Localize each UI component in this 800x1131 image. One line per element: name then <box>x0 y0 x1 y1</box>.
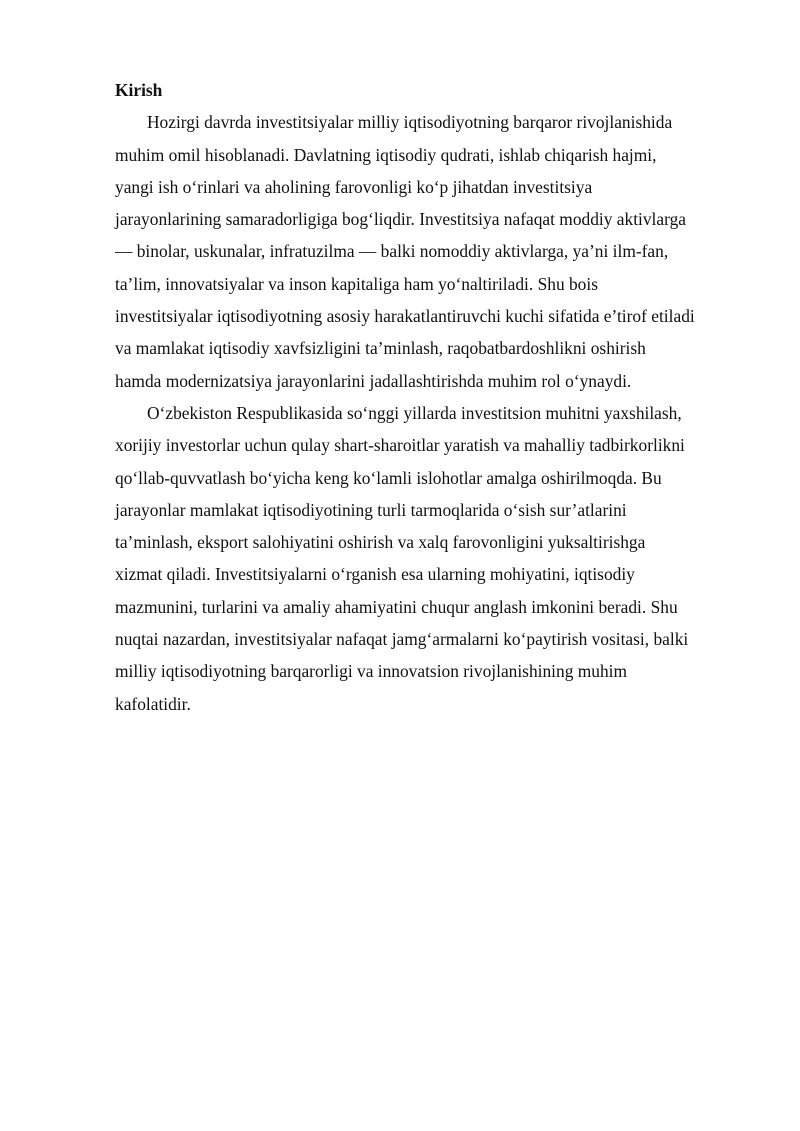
paragraph-2 <box>115 397 747 720</box>
paragraph-line: investitsiyalar iqtisodiyotning asosiy harakatlantiruvchi kuchi sifatida e’tirof etiladi <box>115 306 695 327</box>
paragraph-line: jarayonlar mamlakat iqtisodiyotining turli tarmoqlarida o‘sish sur’atlarini <box>115 499 627 520</box>
paragraph-1 <box>115 106 747 397</box>
paragraph-line: milliy iqtisodiyotning barqarorligi va innovatsion rivojlanishining muhim <box>115 661 628 682</box>
section-heading: Kirish <box>115 80 163 100</box>
paragraph-line: yangi ish o‘rinlari va aholining farovonligi ko‘p jihatdan investitsiya <box>115 176 593 197</box>
paragraph-line: mazmunini, turlarini va amaliy ahamiyatini chuqur anglash imkonini beradi. Shu <box>115 596 678 617</box>
paragraph-line: xizmat qiladi. Investitsiyalarni o‘rganish esa ularning mohiyatini, iqtisodiy <box>115 564 635 585</box>
paragraph-line: ta’minlash, eksport salohiyatini oshirish va xalq farovonligini yuksaltirishga <box>115 532 646 553</box>
paragraph-line: nuqtai nazardan, investitsiyalar nafaqat jamg‘armalarni ko‘paytirish vositasi, balki <box>115 629 689 650</box>
document-body <box>115 74 747 720</box>
paragraph-line: Hozirgi davrda investitsiyalar milliy iqtisodiyotning barqaror rivojlanishida <box>147 112 673 133</box>
paragraph-line: hamda modernizatsiya jarayonlarini jadallashtirishda muhim rol o‘ynaydi. <box>115 370 632 391</box>
paragraph-line: O‘zbekiston Respublikasida so‘nggi yillarda investitsion muhitni yaxshilash, <box>147 402 682 423</box>
paragraph-line: jarayonlarining samaradorligiga bog‘liqdir. Investitsiya nafaqat moddiy aktivlarga <box>115 209 686 230</box>
paragraph-line: kafolatidir. <box>115 693 191 714</box>
paragraph-line: muhim omil hisoblanadi. Davlatning iqtisodiy qudrati, ishlab chiqarish hajmi, <box>115 144 657 165</box>
paragraph-line: — binolar, uskunalar, infratuzilma — balki nomoddiy aktivlarga, ya’ni ilm-fan, <box>115 241 669 262</box>
paragraph-line: ta’lim, innovatsiyalar va inson kapitaliga ham yo‘naltiriladi. Shu bois <box>115 273 598 294</box>
paragraph-line: qo‘llab-quvvatlash bo‘yicha keng ko‘lamli islohotlar amalga oshirilmoqda. Bu <box>115 467 662 488</box>
paragraph-line: xorijiy investorlar uchun qulay shart-sharoitlar yaratish va mahalliy tadbirkorlikni <box>115 435 685 456</box>
paragraph-line: va mamlakat iqtisodiy xavfsizligini ta’minlash, raqobatbardoshlikni oshirish <box>115 338 646 359</box>
